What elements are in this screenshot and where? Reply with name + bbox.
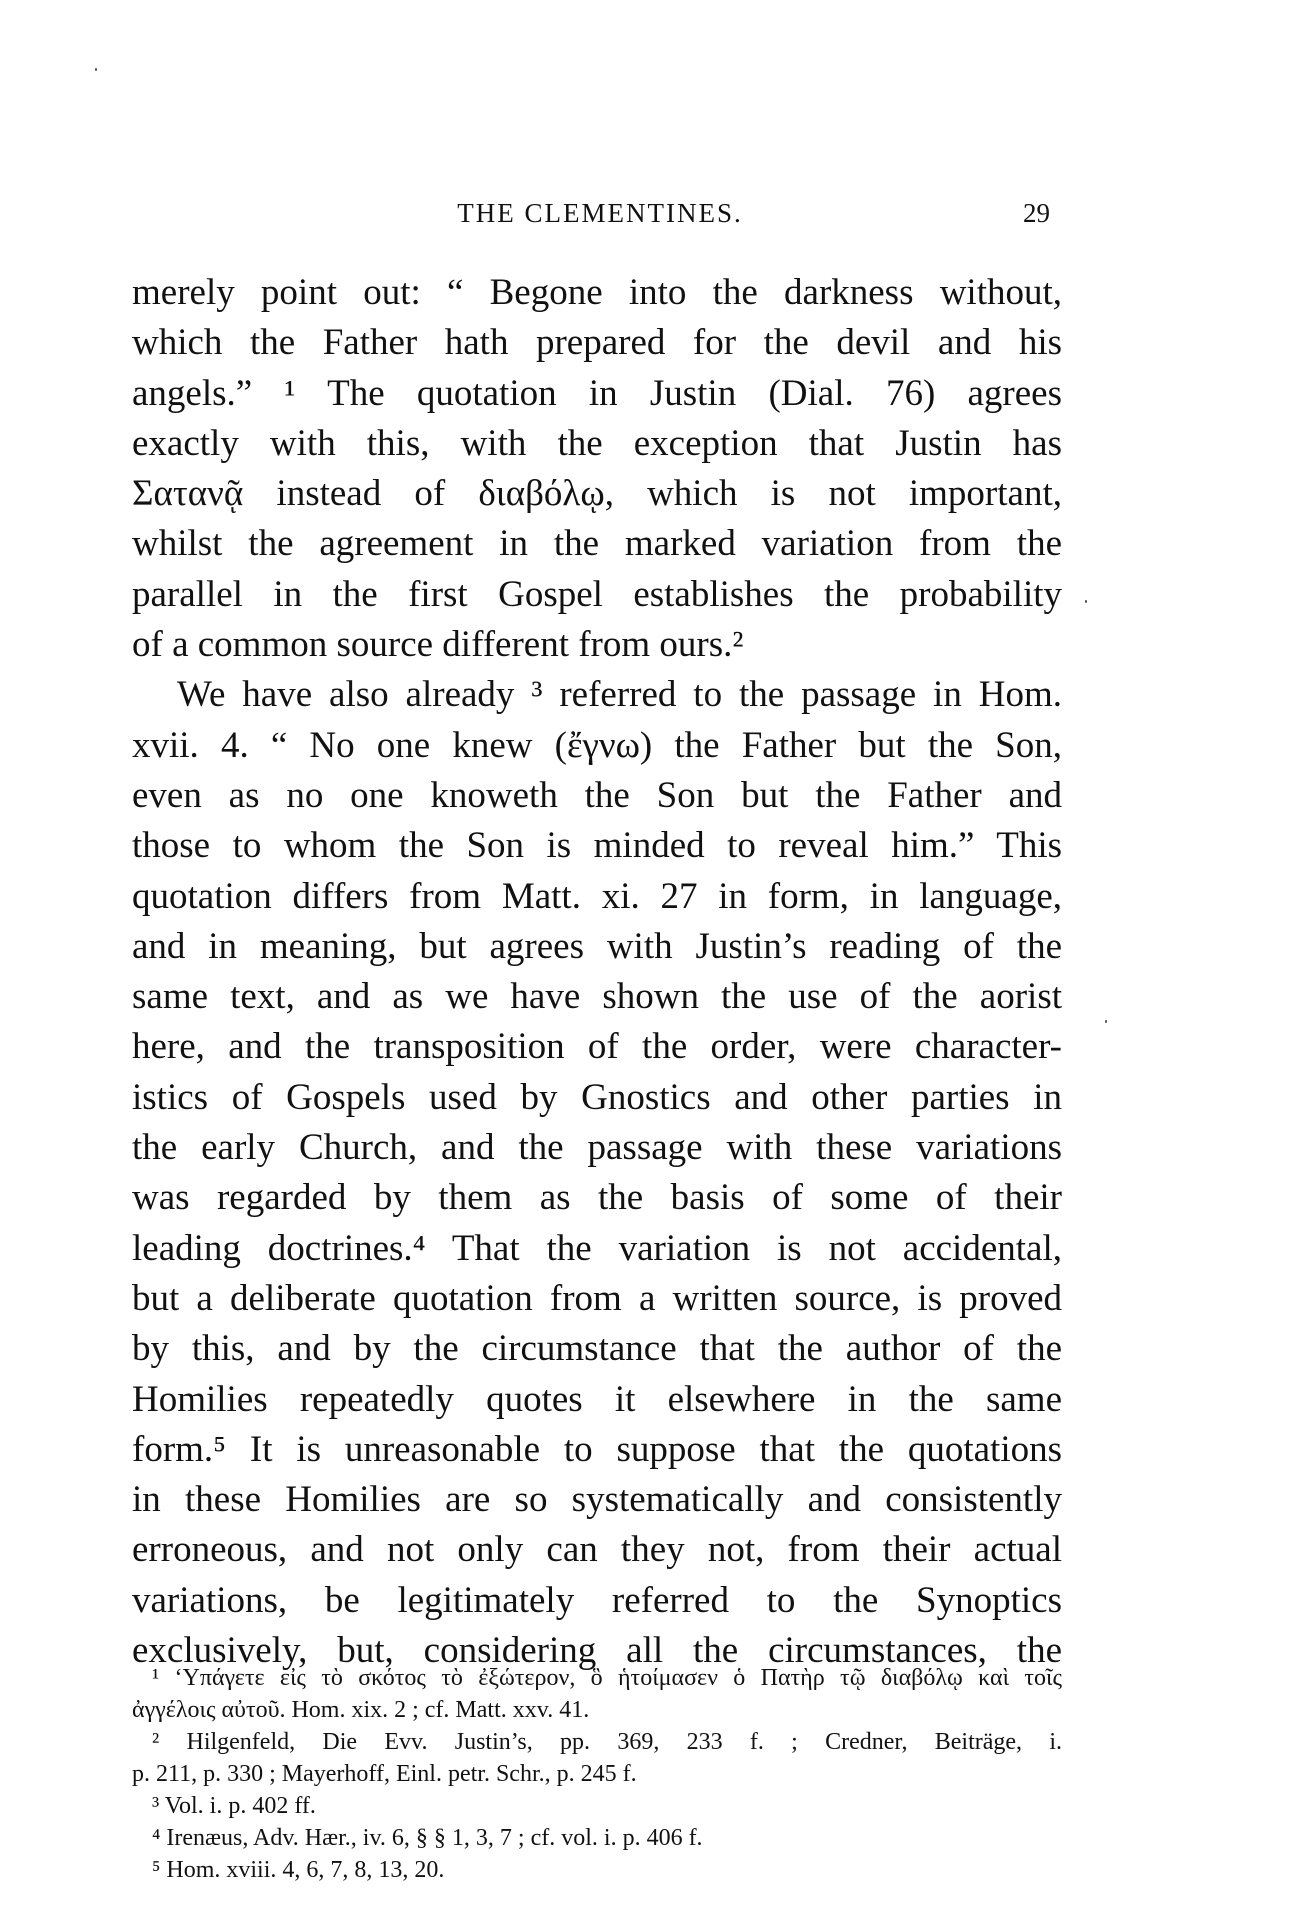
text-line: exactly with this, with the exception that Justin has — [132, 422, 1062, 464]
footnote-line: ³ Vol. i. p. 402 ff. — [152, 1793, 316, 1819]
text-line: those to whom the Son is minded to reveal him.” This — [132, 825, 1062, 867]
text-line: even as no one knoweth the Son but the Father and — [132, 774, 1062, 816]
text-line: same text, and as we have shown the use of the aorist — [132, 976, 1062, 1018]
text-line: exclusively, but, considering all the circumstances, the — [132, 1630, 1062, 1672]
text-line: leading doctrines.⁴ That the variation is not accidental, — [132, 1227, 1062, 1269]
text-line: in these Homilies are so systematically and consistently — [132, 1479, 1062, 1521]
footnote-line: p. 211, p. 330 ; Mayerhoff, Einl. petr. Schr., p. 245 f. — [132, 1761, 637, 1787]
text-line: Σατανᾷ instead of διαβόλῳ, which is not important, — [132, 473, 1062, 515]
scan-speck — [95, 68, 97, 71]
footnote-line: ⁵ Hom. xviii. 4, 6, 7, 8, 13, 20. — [152, 1857, 445, 1883]
text-line: but a deliberate quotation from a written source, is proved — [132, 1277, 1062, 1319]
text-line: parallel in the first Gospel establishes the probability — [132, 573, 1062, 615]
text-line: which the Father hath prepared for the devil and his — [132, 322, 1062, 364]
footnote-line: ² Hilgenfeld, Die Evv. Justin’s, pp. 369, 233 f. ; Credner, Beiträge, i. — [152, 1729, 1062, 1755]
text-line: We have also already ³ referred to the passage in Hom. — [177, 674, 1062, 716]
text-line: Homilies repeatedly quotes it elsewhere in the same — [132, 1378, 1062, 1420]
running-head: THE CLEMENTINES. — [457, 198, 743, 228]
footnote-line: ἀγγέλοις αὐτοῦ. Hom. xix. 2 ; cf. Matt. xxv. 41. — [132, 1697, 590, 1723]
text-line: by this, and by the circumstance that the author of the — [132, 1328, 1062, 1370]
page-header — [130, 198, 1070, 238]
text-line: form.⁵ It is unreasonable to suppose that the quotations — [132, 1428, 1062, 1470]
text-line: quotation differs from Matt. xi. 27 in form, in language, — [132, 875, 1062, 917]
text-line: variations, be legitimately referred to the Synoptics — [132, 1579, 1062, 1621]
scan-speck — [1085, 600, 1087, 603]
page-number: 29 — [1023, 198, 1050, 228]
footnotes — [132, 1662, 1062, 1886]
text-line: the early Church, and the passage with these variations — [132, 1127, 1062, 1169]
text-line: here, and the transposition of the order, were character- — [132, 1026, 1062, 1068]
footnote-line: ¹ ‘Υπάγετε εἰς τὸ σκότος τὸ ἐξώτερον, ὃ ἡτοίμασεν ὁ Πατὴρ τῷ διαβόλῳ καὶ τοῖς — [152, 1665, 1062, 1691]
text-line: whilst the agreement in the marked variation from the — [132, 523, 1062, 565]
text-line: angels.” ¹ The quotation in Justin (Dial. 76) agrees — [132, 372, 1062, 414]
text-line: and in meaning, but agrees with Justin’s reading of the — [132, 925, 1062, 967]
text-line: istics of Gospels used by Gnostics and other parties in — [132, 1076, 1062, 1118]
text-line: erroneous, and not only can they not, from their actual — [132, 1529, 1062, 1571]
text-line: xvii. 4. “ No one knew (ἔγνω) the Father but the Son, — [132, 724, 1062, 766]
text-line: of a common source different from ours.² — [132, 624, 744, 666]
scan-speck — [1105, 1020, 1107, 1023]
footnote-line: ⁴ Irenæus, Adv. Hær., iv. 6, § § 1, 3, 7 ; cf. vol. i. p. 406 f. — [152, 1825, 703, 1851]
body-text — [132, 268, 1062, 1676]
text-line: merely point out: “ Begone into the darkness without, — [132, 272, 1062, 313]
text-line: was regarded by them as the basis of some of their — [132, 1177, 1062, 1219]
